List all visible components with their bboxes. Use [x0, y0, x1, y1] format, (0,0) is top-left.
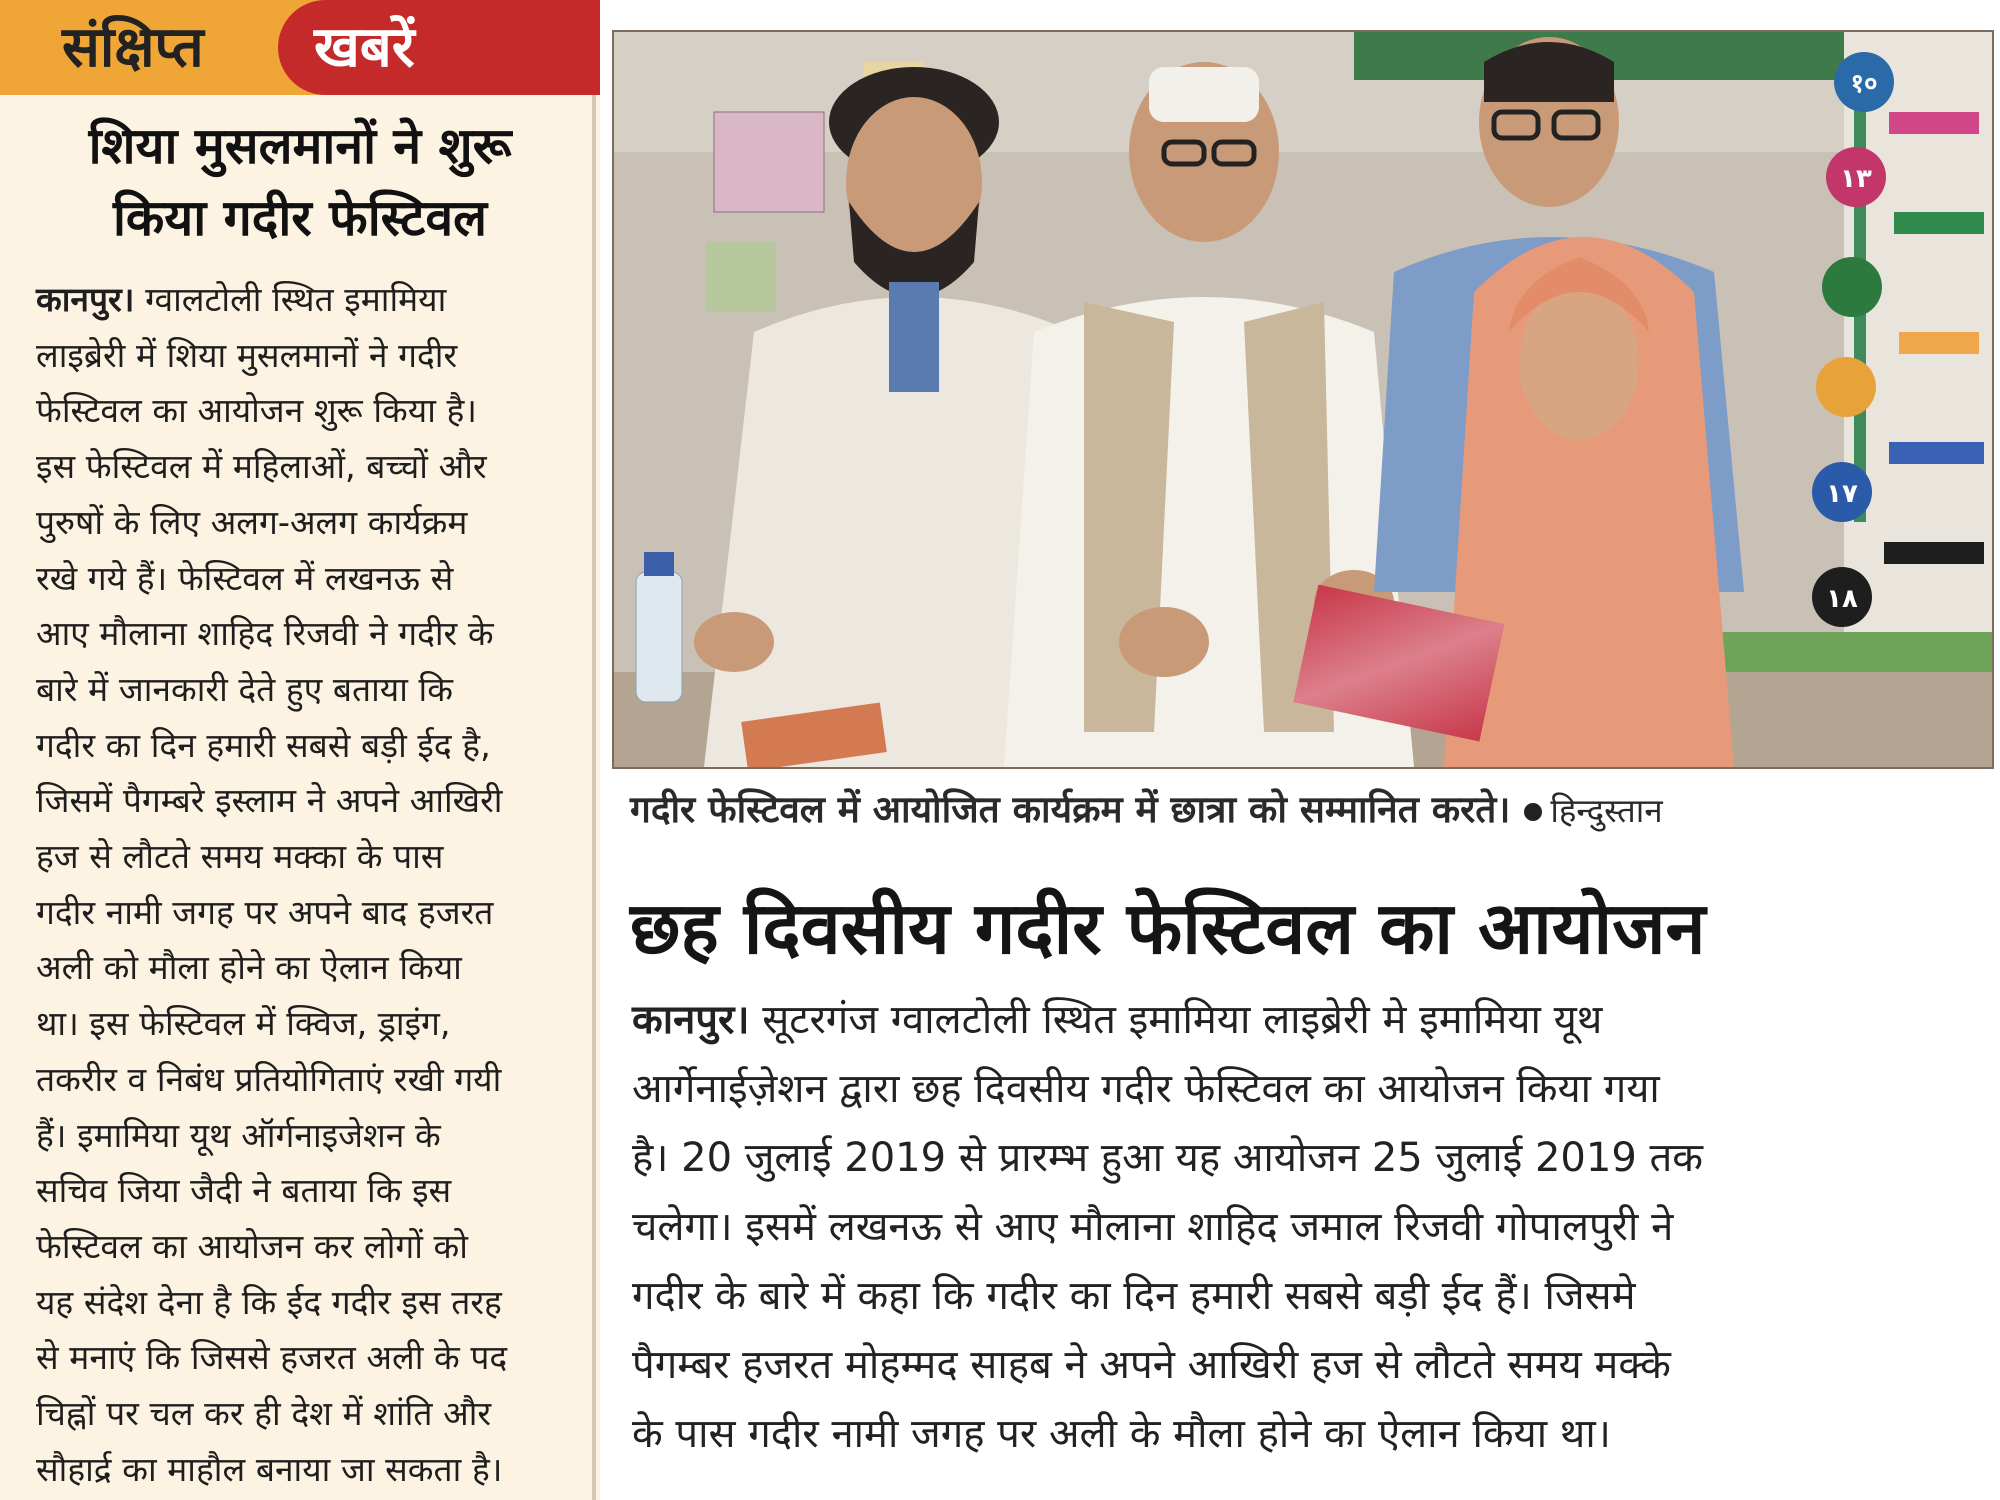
- left-body-line: चिह्नों पर चल कर ही देश में शांति और: [36, 1394, 492, 1434]
- right-body-line: है। 20 जुलाई 2019 से प्रारम्भ हुआ यह आयोजन 25 जुलाई 2019 तक: [632, 1135, 1704, 1181]
- badge-circle: [1822, 257, 1882, 317]
- right-article-headline: छह दिवसीय गदीर फेस्टिवल का आयोजन: [630, 886, 1706, 970]
- left-body-line: अली को मौला होने का ऐलान किया: [36, 948, 462, 988]
- left-body-line: यह संदेश देना है कि ईद गदीर इस तरह: [36, 1282, 502, 1322]
- badge-number: ١٧: [1826, 479, 1858, 509]
- caption-text: गदीर फेस्टिवल में आयोजित कार्यक्रम में छात्रा को सम्मानित करते।: [630, 788, 1511, 831]
- section-label-news-tab: [278, 0, 600, 95]
- left-body-line: आए मौलाना शाहिद रिजवी ने गदीर के: [36, 614, 494, 654]
- photo-caption: [630, 782, 1990, 839]
- right-body-line: चलेगा। इसमें लखनऊ से आए मौलाना शाहिद जमाल रिजवी गोपालपुरी ने: [632, 1204, 1674, 1250]
- left-body-line: लाइब्रेरी में शिया मुसलमानों ने गदीर: [36, 335, 458, 375]
- section-header: [0, 0, 600, 95]
- bullet-icon: [1524, 803, 1542, 821]
- left-article-body: [36, 272, 592, 1497]
- left-body-line: फेस्टिवल का आयोजन कर लोगों को: [36, 1226, 468, 1266]
- brief-news-column: [0, 0, 600, 1500]
- column-divider: [592, 95, 596, 1500]
- right-body-line: गदीर के बारे में कहा कि गदीर का दिन हमारी सबसे बड़ी ईद हैं। जिसमे: [632, 1273, 1636, 1319]
- badge-circle: [1816, 357, 1876, 417]
- left-body-line: पुरुषों के लिए अलग-अलग कार्यक्रम: [36, 502, 468, 542]
- badge-number: १०: [1850, 69, 1878, 99]
- left-body-line: सचिव जिया जैदी ने बताया कि इस: [36, 1171, 452, 1211]
- left-body-line: फेस्टिवल का आयोजन शुरू किया है।: [36, 391, 478, 431]
- left-headline-line: शिया मुसलमानों ने शुरू: [88, 117, 512, 175]
- section-label-news: खबरें: [314, 15, 415, 80]
- section-label-brief: संक्षिप्त: [62, 15, 204, 80]
- badge-number: ١٣: [1840, 164, 1872, 194]
- left-body-line: बारे में जानकारी देते हुए बताया कि: [36, 669, 453, 709]
- left-body-line: गदीर नामी जगह पर अपने बाद हजरत: [36, 892, 494, 932]
- left-body-line: [36, 272, 592, 328]
- right-article-body: [632, 986, 1992, 1469]
- left-body-line: हज से लौटते समय मक्का के पास: [36, 837, 444, 877]
- left-article-headline: [20, 110, 580, 254]
- right-body-text: सूटरगंज ग्वालटोली स्थित इमामिया लाइब्रेरी मे इमामिया यूथ: [749, 997, 1603, 1043]
- left-body-line: तकरीर व निबंध प्रतियोगिताएं रखी गयी: [36, 1059, 502, 1099]
- left-body-line: इस फेस्टिवल में महिलाओं, बच्चों और: [36, 447, 487, 487]
- caption-credit: हिन्दुस्तान: [1550, 791, 1663, 830]
- left-body-line: रखे गये हैं। फेस्टिवल में लखनऊ से: [36, 558, 454, 598]
- left-dateline: कानपुर।: [36, 280, 135, 319]
- left-body-line: जिसमें पैगम्बरे इस्लाम ने अपने आखिरी: [36, 781, 503, 821]
- badge-number: ١٨: [1826, 584, 1858, 614]
- news-photo: [612, 30, 1994, 769]
- right-body-line: के पास गदीर नामी जगह पर अली के मौला होने का ऐलान किया था।: [632, 1411, 1611, 1457]
- left-body-line: था। इस फेस्टिवल में क्विज, ड्राइंग,: [36, 1004, 451, 1044]
- left-body-line: सौहार्द्र का माहौल बनाया जा सकता है।: [36, 1449, 503, 1489]
- right-dateline: कानपुर।: [632, 997, 750, 1043]
- right-body-line: [632, 986, 1992, 1055]
- left-body-line: हैं। इमामिया यूथ ऑर्गनाइजेशन के: [36, 1115, 441, 1155]
- left-body-line: गदीर का दिन हमारी सबसे बड़ी ईद है,: [36, 725, 491, 765]
- left-headline-line: किया गदीर फेस्टिवल: [112, 189, 488, 247]
- left-body-line: से मनाएं कि जिससे हजरत अली के पद: [36, 1338, 508, 1378]
- right-body-line: पैगम्बर हजरत मोहम्मद साहब ने अपने आखिरी हज से लौटते समय मक्के: [632, 1342, 1671, 1388]
- photo-illustration: [614, 32, 1992, 767]
- left-body-text: ग्वालटोली स्थित इमामिया: [134, 280, 447, 319]
- right-body-line: आर्गेनाईज़ेशन द्वारा छह दिवसीय गदीर फेस्टिवल का आयोजन किया गया: [632, 1066, 1660, 1112]
